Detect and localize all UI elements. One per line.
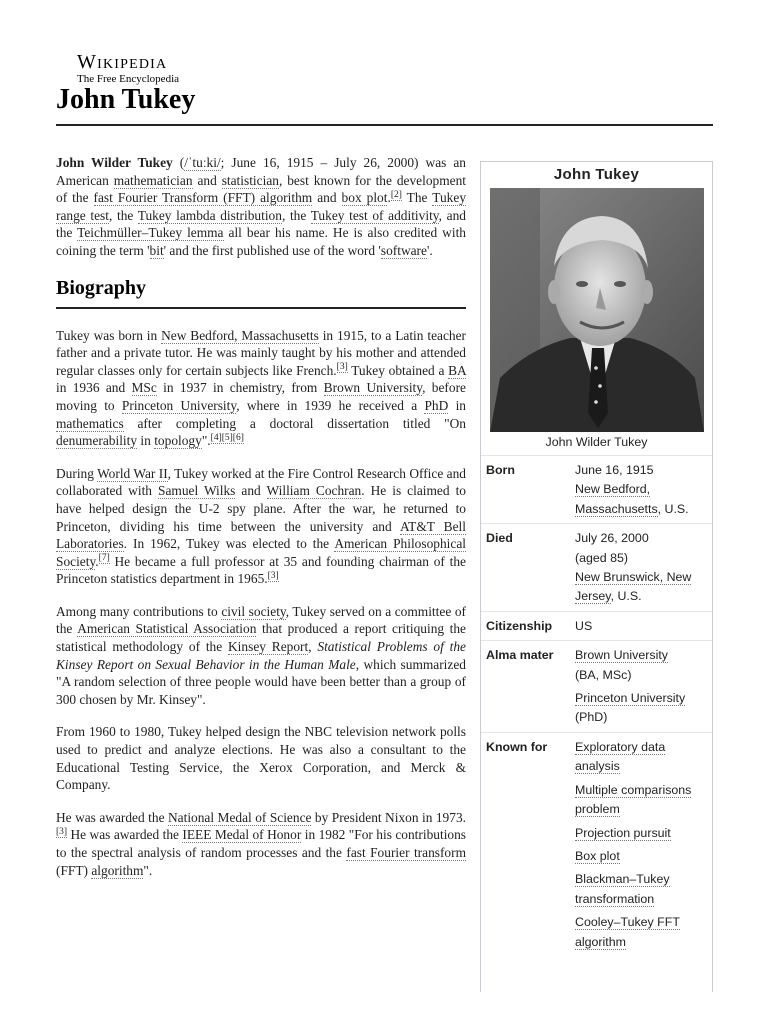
link-princeton-university[interactable]: Princeton University — [121, 397, 237, 413]
link-brown-university[interactable]: Brown University — [323, 380, 423, 396]
portrait-photo[interactable] — [490, 188, 704, 432]
link-mathematics[interactable]: mathematics — [56, 415, 124, 431]
link-known-cooley-tukey[interactable]: Cooley–Tukey FFT algorithm — [575, 915, 680, 949]
reference-2[interactable]: [2] — [390, 189, 402, 200]
infobox-title: John Tukey — [553, 166, 640, 183]
link-fast-fourier-transform[interactable]: fast Fourier transform — [346, 845, 467, 860]
reference-3[interactable]: [3] — [267, 570, 279, 581]
born-date: June 16, 1915 — [575, 463, 654, 477]
link-phd[interactable]: PhD — [424, 397, 449, 413]
title-divider — [56, 124, 713, 126]
link-american-statistical-association[interactable]: American Statistical Association — [77, 621, 257, 637]
reference-3[interactable]: [3] — [56, 826, 68, 837]
subject-name: John Wilder Tukey — [56, 155, 173, 170]
reference-3[interactable]: [3] — [336, 362, 348, 373]
biography-paragraph-3: Among many contributions to civil society, Tukey served on a committee of the American Statistical Association that produced a report critiquing the statistical methodology of the Kinsey Report, Statistical Problems of the Kinsey Report on Sexual Behavior in the Human Male, which summarized "A random selection of three people would have been better than a group of 300 chosen by Mr. Kinsey". — [56, 603, 466, 707]
link-born-place[interactable]: New Bedford, Massachusetts — [575, 482, 658, 516]
link-william-cochran[interactable]: William Cochran — [266, 483, 362, 499]
died-age: (aged 85) — [575, 550, 629, 565]
link-tukey-additivity[interactable]: Tukey test of additivity — [310, 207, 439, 223]
link-software[interactable]: software — [380, 242, 427, 258]
link-world-war-ii[interactable]: World War II — [97, 465, 168, 481]
infobox-row-born: Born June 16, 1915 New Bedford, Massachusetts, U.S. — [481, 455, 712, 523]
link-new-bedford[interactable]: New Bedford, Massachusetts — [161, 327, 319, 343]
link-samuel-wilks[interactable]: Samuel Wilks — [158, 483, 236, 499]
died-date: July 26, 2000 — [575, 531, 649, 546]
link-known-multiple-comparisons[interactable]: Multiple comparisons problem — [575, 782, 692, 817]
reference-7[interactable]: [7] — [98, 553, 110, 564]
reference-4-5-6[interactable]: [4][5][6] — [210, 432, 244, 443]
ipa-link[interactable]: /ˈtuːki/ — [184, 155, 221, 170]
article-body — [56, 154, 466, 894]
page-title: John Tukey — [56, 84, 196, 115]
link-civil-society[interactable]: civil society — [221, 603, 286, 619]
portrait-illustration — [490, 188, 704, 432]
biography-paragraph-2: During World War II, Tukey worked at the Fire Control Research Office and collaborated with Samuel Wilks and William Cochran. He is claimed to have helped design the U-2 spy plane. After the war, he returned to Princeton, dividing his time between the university and AT&T Bell Laboratories. In 1962, Tukey was elected to the American Philosophical Society.[7] He became a full professor at 35 and founding chairman of the Princeton statistics department in 1965.[3] — [56, 465, 467, 587]
link-known-eda[interactable]: Exploratory data analysis — [575, 739, 666, 774]
lead-paragraph: John Wilder Tukey (/ˈtuːki/; June 16, 1915 – July 26, 2000) was an American mathematician and statistician, best known for the development of the fast Fourier Transform (FFT) algorithm and box plot.[2] The Tukey range test, the Tukey lambda distribution, the Tukey test of additivity, and the Teichmüller–Tukey lemma all bear his name. He is also credited with coining the term 'bit' and the first published use of the word 'software'. — [56, 155, 467, 258]
logo-wordmark: Wikipedia — [77, 51, 168, 73]
link-national-medal-of-science[interactable]: National Medal of Science — [167, 809, 312, 825]
infobox-row-died: Died July 26, 2000 (aged 85) New Brunswick, New Jersey, U.S. — [481, 523, 712, 611]
link-mathematician[interactable]: mathematician — [113, 172, 193, 188]
link-tukey-range-test[interactable]: Tukey range test — [56, 190, 467, 223]
link-american-philosophical-society[interactable]: American Philosophical Society — [56, 536, 466, 569]
link-box-plot[interactable]: box plot — [341, 190, 388, 206]
link-alma-princeton[interactable]: Princeton University — [575, 691, 686, 706]
link-algorithm[interactable]: algorithm — [91, 862, 144, 878]
link-tukey-lambda[interactable]: Tukey lambda distribution — [137, 207, 282, 223]
section-heading-biography: Biography — [56, 275, 466, 309]
logo-tagline: The Free Encyclopedia — [77, 73, 180, 85]
link-known-box-plot[interactable]: Box plot — [575, 848, 620, 863]
link-statistician[interactable]: statistician — [221, 172, 279, 188]
link-ba[interactable]: BA — [448, 362, 466, 378]
biography-paragraph-1: Tukey was born in New Bedford, Massachusetts in 1915, to a Latin teacher father and a private tutor. He was mainly taught by his mother and attended regular classes only for certain subjects like French.[3] Tukey obtained a BA in 1936 and MSc in 1937 in chemistry, from Brown University, before moving to Princeton University, where in 1939 he received a PhD in mathematics after completing a doctoral dissertation titled "On denumerability in topology".[4][5][6] — [56, 327, 466, 449]
infobox — [480, 161, 713, 992]
link-denumerability[interactable]: denumerability — [56, 433, 138, 449]
biography-paragraph-4: From 1960 to 1980, Tukey helped design the NBC television network polls used to predict and analyze elections. He was also a consultant to the Educational Testing Service, the Xerox Corporation, and Merck & Company. — [56, 724, 466, 793]
infobox-row-known-for: Known for Exploratory data analysis Multiple comparisons problem Projection pursuit Box plot Blackman–Tukey transformation Cooley–Tukey FFT algorithm — [481, 732, 712, 956]
portrait-caption: John Wilder Tukey — [545, 435, 648, 449]
link-kinsey-report[interactable]: Kinsey Report — [228, 639, 309, 655]
link-att-bell-labs[interactable]: AT&T Bell Laboratories — [56, 518, 466, 552]
wikipedia-logo[interactable] — [77, 52, 179, 85]
link-fft-algorithm[interactable]: fast Fourier Transform (FFT) algorithm — [93, 190, 313, 206]
link-topology[interactable]: topology — [154, 433, 202, 449]
link-msc[interactable]: MSc — [131, 380, 157, 396]
link-known-projection-pursuit[interactable]: Projection pursuit — [575, 825, 671, 840]
link-alma-brown[interactable]: Brown University — [575, 648, 668, 663]
link-teichmuller-lemma[interactable]: Teichmüller–Tukey lemma — [77, 225, 224, 241]
biography-paragraph-5: He was awarded the National Medal of Science by President Nixon in 1973.[3] He was awarded the IEEE Medal of Honor in 1982 "For his contributions to the spectral analysis of random processes and the fast Fourier transform (FFT) algorithm". — [56, 809, 467, 878]
infobox-row-citizenship: Citizenship US — [481, 611, 712, 640]
link-known-blackman-tukey[interactable]: Blackman–Tukey transformation — [575, 872, 670, 906]
citizenship-value: US — [575, 618, 593, 633]
link-bit[interactable]: bit — [149, 242, 164, 258]
link-ieee-medal-of-honor[interactable]: IEEE Medal of Honor — [182, 827, 302, 843]
infobox-row-alma-mater: Alma mater Brown University (BA, MSc) Princeton University (PhD) — [481, 640, 712, 732]
link-died-place[interactable]: New Brunswick, New Jersey — [575, 570, 692, 604]
